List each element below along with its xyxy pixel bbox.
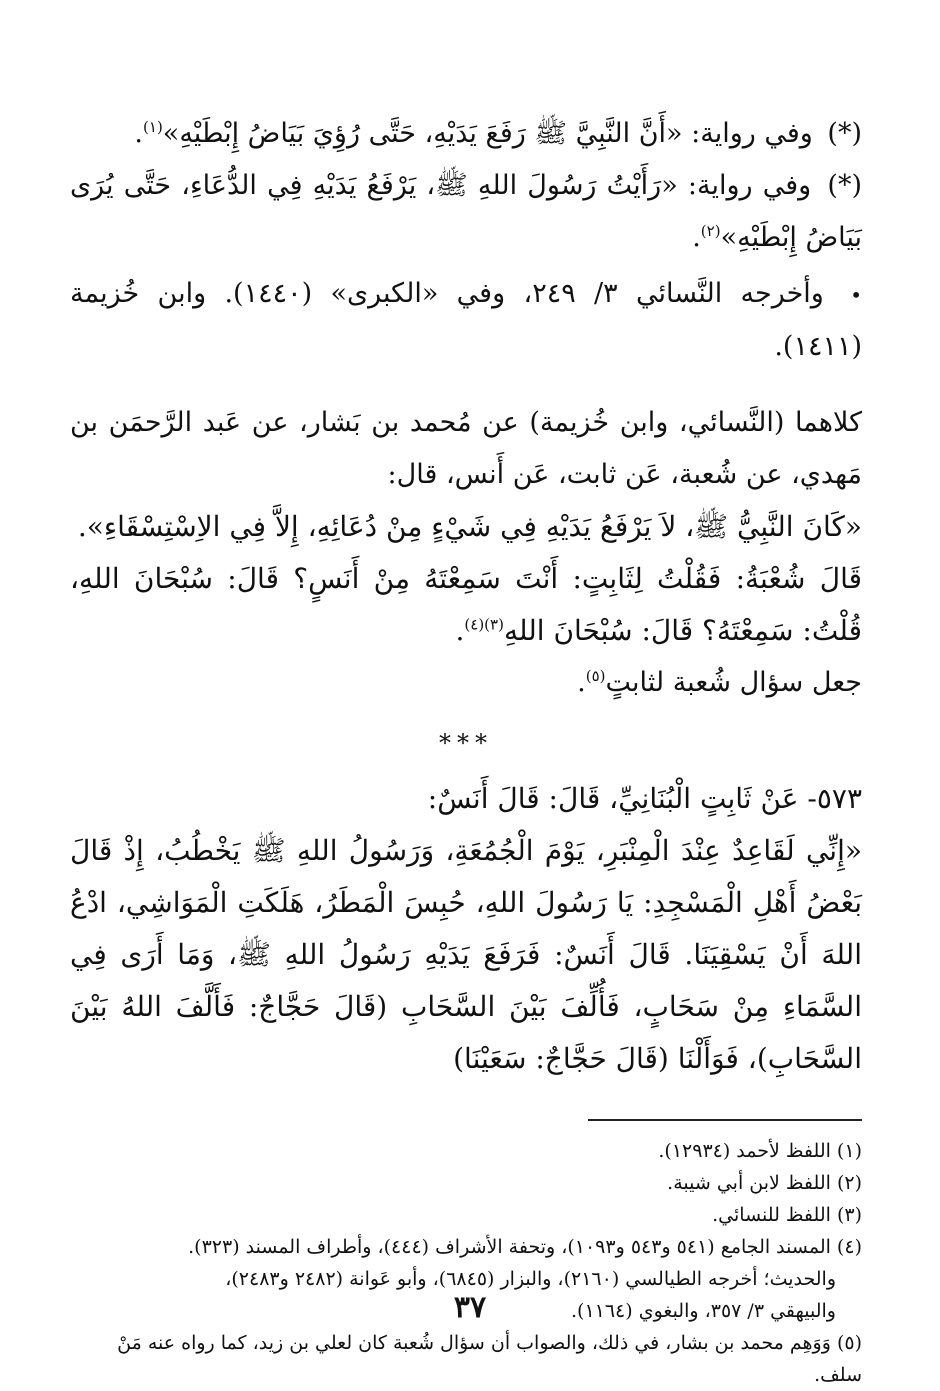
narration-text: وفي رواية: «أَنَّ النَّبِيَّ ﷺ رَفَعَ يَدَيْهِ، حَتَّى رُؤِيَ بَيَاضُ إِبْطَيْهِ» bbox=[162, 118, 813, 149]
hadith-header bbox=[70, 773, 862, 825]
isnad-paragraph: كلاهما (النَّسائي، وابن خُزيمة) عن مُحمد بن بَشار، عن عَبد الرَّحمَن بن مَهدي، عن شُعبة، عَن ثابت، عَن أَنس، قال: bbox=[70, 407, 862, 490]
bullet-icon: • bbox=[850, 283, 862, 307]
page-number: ٣٧ bbox=[453, 1290, 487, 1325]
period: . bbox=[577, 667, 586, 698]
footnote-2: (٢) اللفظ لابن أبي شيبة. bbox=[667, 1172, 862, 1194]
footnote-1: (١) اللفظ لأحمد (١٢٩٣٤). bbox=[658, 1140, 862, 1162]
takhrij-text: وأخرجه النَّسائي ٣/ ٢٤٩، وفي «الكبرى» (١٤٤٠). وابن خُزيمة (١٤١١). bbox=[70, 278, 862, 362]
footnote-ref: (٥) bbox=[585, 667, 606, 685]
hadith-body: «إِنِّي لَقَاعِدٌ عِنْدَ الْمِنْبَرِ، يَوْمَ الْجُمُعَةِ، وَرَسُولُ اللهِ ﷺ يَخْطُبُ، إِذْ قَالَ بَعْضُ أَهْلِ الْمَسْجِدِ: يَا رَسُولَ اللهِ، حُبِسَ الْمَطَرُ، هَلَكَتِ الْمَوَاشِي، ادْعُ اللهَ أَنْ يَسْقِيَنَا. قَالَ أَنَسٌ: فَرَفَعَ يَدَيْهِ رَسُولُ اللهِ ﷺ، وَمَا أَرَى فِي السَّمَاءِ مِنْ سَحَابٍ، فَأُلِّفَ بَيْنَ السَّحَابِ (قَالَ حَجَّاجٌ: فَأَلَّفَ اللهُ بَيْنَ السَّحَابِ)، فَوَأَلْنَا (قَالَ حَجَّاجٌ: سَعَيْنَا) bbox=[70, 834, 862, 1075]
footnotes bbox=[70, 1135, 862, 1391]
footnote-4: (٤) المسند الجامع (٥٤١ و٥٤٣ و١٠٩٣)، وتحفة الأشراف (٤٤٤)، وأطراف المسند (٣٢٣). bbox=[188, 1236, 862, 1258]
hadith-header-text: عَنْ ثَابِتٍ الْبُنَانِيِّ، قَالَ: قَالَ أَنَسٌ: bbox=[427, 782, 799, 815]
footnote-ref: (١) bbox=[143, 118, 163, 136]
footnote-4-continuation: والحديث؛ أخرجه الطيالسي (٢١٦٠)، والبزار (٦٨٤٥)، وأبو عَوانة (٢٤٨٢ و٢٤٨٣)، bbox=[225, 1268, 836, 1290]
narration-text: وفي رواية: «رَأَيْتُ رَسُولَ اللهِ ﷺ، يَرْفَعُ يَدَيْهِ فِي الدُّعَاءِ، حَتَّى يُرَى بَيَاضُ إِبْطَيْهِ» bbox=[70, 170, 862, 253]
narration-paragraph-2 bbox=[70, 160, 862, 264]
asterisk-marker: (*) bbox=[827, 170, 862, 201]
period: . bbox=[455, 614, 465, 647]
footnote-5: (٥) وَوَهِم محمد بن بشار، في ذلك، والصواب أن سؤال شُعبة كان لعلي بن زيد، كما رواه عنه مَنْ سلف. bbox=[117, 1332, 862, 1386]
footnote-divider bbox=[588, 1119, 862, 1121]
spacer bbox=[70, 373, 862, 397]
comment-paragraph bbox=[70, 657, 862, 709]
asterisk-marker: (*) bbox=[827, 118, 862, 149]
period: . bbox=[692, 222, 701, 253]
narration-paragraph-1 bbox=[70, 108, 862, 160]
footnote-ref: (٣)(٤) bbox=[464, 615, 504, 634]
footnote-4-continuation: والبيهقي ٣/ ٣٥٧، والبغوي (١١٦٤). bbox=[570, 1300, 836, 1322]
footnote-ref: (٢) bbox=[700, 222, 721, 240]
hadith-number: ٥٧٣- bbox=[807, 782, 862, 815]
section-separator: *** bbox=[439, 729, 493, 757]
shuba-question-paragraph bbox=[70, 553, 862, 657]
hadith-matn: «كَانَ النَّبِيُّ ﷺ، لاَ يَرْفَعُ يَدَيْهِ فِي شَيْءٍ مِنْ دُعَائِهِ، إِلاَّ فِي الاِسْتِسْقَاءِ». bbox=[77, 510, 862, 543]
footnote-3: (٣) اللفظ للنسائي. bbox=[712, 1204, 862, 1226]
comment-text: جعل سؤال شُعبة لثابتٍ bbox=[605, 667, 862, 698]
shuba-text: قَالَ شُعْبَةُ: فَقُلْتُ لِثَابِتٍ: أَنْتَ سَمِعْتَهُ مِنْ أَنَسٍ؟ قَالَ: سُبْحَانَ اللهِ، قُلْتُ: سَمِعْتَهُ؟ قَالَ: سُبْحَانَ اللهِ bbox=[70, 562, 862, 647]
period: . bbox=[134, 118, 144, 149]
takhrij-paragraph bbox=[70, 268, 862, 373]
